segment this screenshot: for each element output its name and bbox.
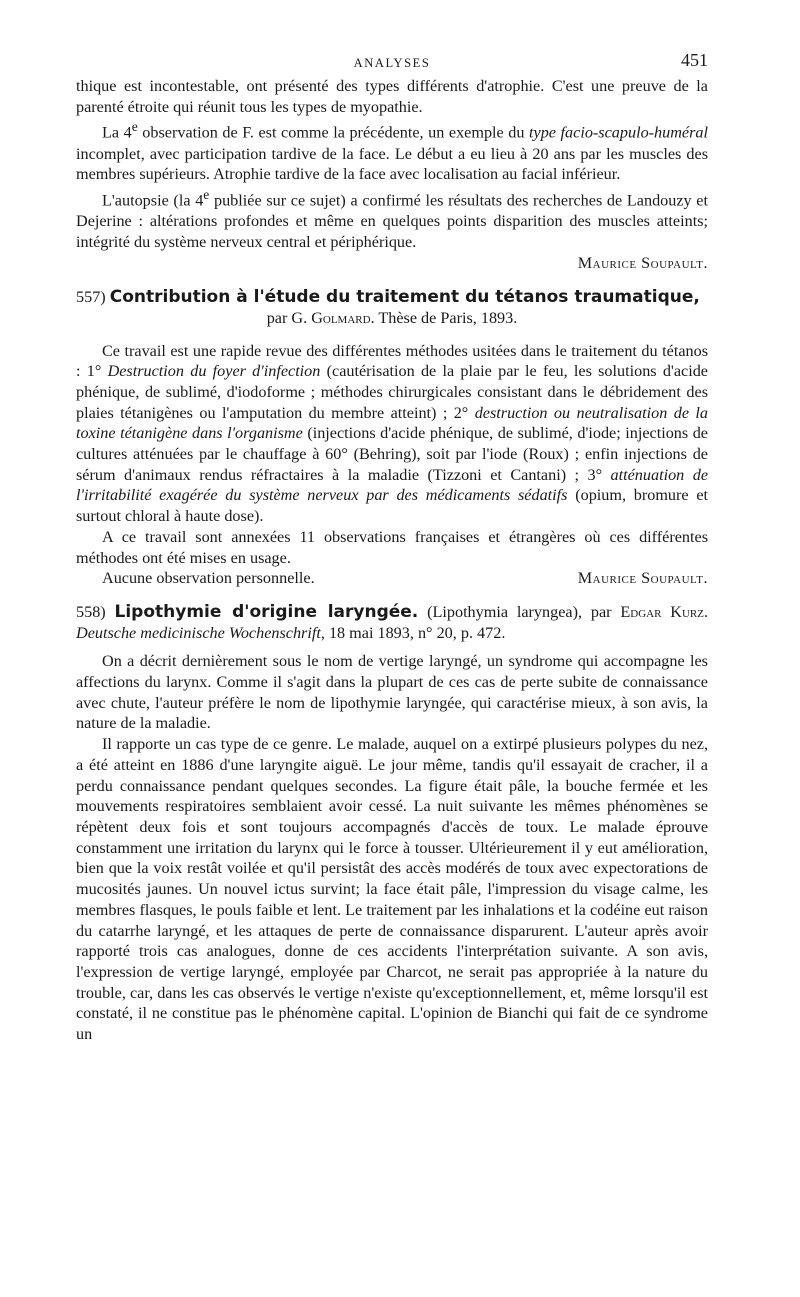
paragraph: thique est incontestable, ont présenté des types différents d'atrophie. C'est une preuve de la parenté étroite qui réunit tous les types de myopathie.: [76, 77, 708, 116]
article-558: [76, 602, 708, 1045]
running-title: ANALYSES: [353, 56, 431, 70]
paragraph: Il rapporte un cas type de ce genre. Le malade, auquel on a extirpé plusieurs polypes du nez, a été atteint en 1886 d'une laryngite aiguë. Le jour même, tandis qu'il essayait de cracher, il a perdu connaissance pendant quelques secondes. La figure était pâle, la bouche fermée et les mouvements respiratoires semblaient avoir cessé. La nuit suivante les mêmes phénomènes se répètent deux fois et sont toujours accompagnés d'accès de toux. Le malade éprouve constamment une irritation du larynx qui le force à tousser. Ultérieurement il y eut amélioration, bien que la voix restât voilée et qu'il persistât des accès modérés de toux avec expectorations de mucosités jaunes. Un nouvel ictus survint; la face était pâle, l'impression du visage calme, les membres flasques, le pouls faible et lent. Le traitement par les inhalations et la codéine eut raison du catarrhe laryngé, et les attaques de perte de connaissance disparurent. L'auteur après avoir rapporté trois cas analogues, donne de ces accidents l'interprétation suivante. A son avis, l'expression de vertige laryngé, employée par Charcot, ne serait pas appropriée à la nature du trouble, car, dans les cas observés le vertige n'existe qu'exceptionnellement, et, même lorsqu'il est constaté, il ne constitue pas le phénomène capital. L'opinion de Bianchi qui fait de ce syndrome un: [76, 735, 708, 1044]
author-name: Edgar Kurz: [620, 602, 704, 621]
text-run: (Lipothymia laryngea), par: [418, 602, 621, 621]
text-run: publiée sur ce sujet) a confirmé les résultats des recherches de Landouzy et Dejerine : altérations profondes et même en quelques points disparition des muscles atteints; intégrité du système nerveux central et périphérique.: [76, 191, 708, 251]
text-run: (injections d'acide phénique, de sublimé, d'iode; injections de cultures atténuées par le chauffage à 60° (Behring), soit par l'iode (Roux) ; enfin injections de sérum d'animaux rendus réfractaires à la maladie (Tizzoni et Cantani) ; 3°: [76, 424, 708, 484]
text-run: , 18 mai 1893, n° 20, p. 472.: [320, 623, 506, 642]
paragraph: A ce travail sont annexées 11 observations françaises et étrangères où ces différentes méthodes ont été mises en usage.: [76, 527, 708, 567]
previous-article-continuation: [76, 76, 708, 274]
paragraph: [76, 341, 708, 527]
article-number: 558): [76, 602, 106, 621]
superscript: e: [203, 186, 210, 202]
page-number: 451: [681, 50, 708, 70]
text-run: La 4: [102, 123, 132, 142]
text-run: incomplet, avec participation tardive de la face. Le début a eu lieu à 20 ans par les muscles des membres supérieurs. Atrophie tardive de la face avec localisation au facial inférieur.: [76, 144, 708, 184]
italic-term: atténuation de l'irritabilité exagérée du système nerveux par des médicaments sédatifs: [76, 465, 708, 505]
journal-name: Deutsche medicinische Wochenschrift: [76, 623, 321, 642]
article-title: Contribution à l'étude du traitement du tétanos traumatique,: [109, 287, 700, 308]
article-heading: [76, 602, 708, 643]
article-number: 557): [76, 288, 106, 307]
article-557: [76, 287, 708, 589]
text-run: observation de F. est comme la précédente, un exemple du: [137, 123, 530, 142]
article-title: Lipothymie d'origine laryngée.: [114, 601, 419, 622]
superscript: e: [131, 119, 138, 135]
closing-line: [76, 568, 708, 589]
italic-term: destruction ou neutralisation de la toxine tétanigène dans l'organisme: [76, 403, 708, 443]
italic-term: type facio-scapulo-huméral: [529, 123, 709, 142]
text-run: (opium, bromure et surtout chloral à haute dose).: [76, 486, 709, 526]
paragraph: [76, 185, 708, 253]
author-name: Golmard: [311, 308, 371, 327]
journal-page: [76, 50, 708, 1045]
text-run: . Thèse de Paris, 1893.: [370, 308, 518, 327]
paragraph: Aucune observation personnelle.: [102, 569, 315, 588]
article-byline: [76, 308, 708, 329]
article-heading: [76, 287, 708, 308]
text-run: .: [703, 602, 709, 621]
italic-term: Destruction du foyer d'infection: [107, 362, 321, 381]
page-header: [76, 50, 708, 76]
author-signature: Maurice Soupault.: [577, 254, 708, 273]
author-signature: Maurice Soupault.: [577, 569, 708, 588]
text-run: Ce travail est une rapide revue des différentes méthodes usitées dans le traitement du tétanos : 1°: [76, 341, 708, 381]
paragraph: On a décrit dernièrement sous le nom de vertige laryngé, un syndrome qui accompagne les affections du larynx. Comme il s'agit dans la plupart de ces cas de perte subite de connaissance avec chute, l'auteur préfère le nom de lipothymie laryngée, qui caractérise mieux, à son avis, la nature de la maladie.: [76, 652, 708, 733]
text-run: par G.: [266, 308, 312, 327]
text-run: L'autopsie (la 4: [102, 191, 204, 210]
paragraph: [76, 117, 708, 185]
text-run: (cautérisation de la plaie par le feu, les solutions d'acide phénique, de sublimé, d'iodoforme ; méthodes chirurgicales consistant dans le débridement des plaies tétanigènes ou l'amputation du membre atteint) ; 2°: [76, 362, 708, 422]
